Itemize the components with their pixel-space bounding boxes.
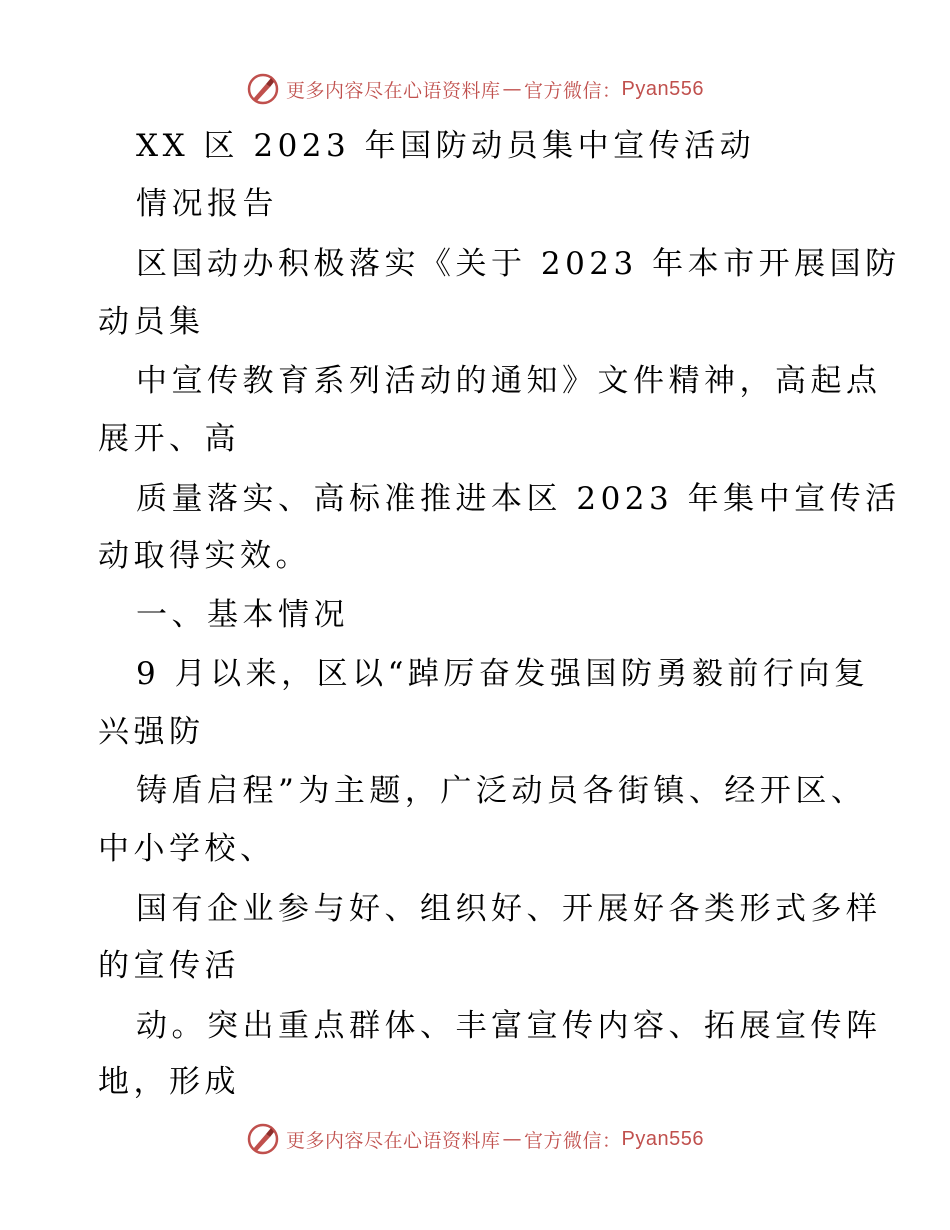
- banner-wechat-label: 官方微信：: [524, 1129, 622, 1152]
- banner-text: 更多内容尽在心语资料库: [286, 1129, 501, 1152]
- pen-logo-icon: [246, 1122, 280, 1156]
- paragraph-line: 区国动办积极落实《关于 2023 年本市开展国防: [136, 246, 901, 282]
- banner-dash: —: [502, 1128, 523, 1150]
- paragraph-line: 动员集: [98, 304, 205, 340]
- document-title-line-1: XX 区 2023 年国防动员集中宣传活动: [136, 128, 756, 164]
- paragraph-line: 铸盾启程”为主题，广泛动员各街镇、经开区、: [136, 773, 867, 809]
- paragraph-line: 兴强防: [98, 714, 205, 750]
- paragraph-line: 9 月以来，区以“踔厉奋发强国防勇毅前行向复: [136, 656, 870, 692]
- paragraph-line: 地，形成: [98, 1064, 240, 1100]
- paragraph-line: 中宣传教育系列活动的通知》文件精神，高起点: [136, 363, 882, 399]
- paragraph-line: 展开、高: [98, 421, 240, 457]
- document-title-line-2: 情况报告: [136, 186, 278, 222]
- watermark-banner-bottom: [0, 1122, 950, 1156]
- paragraph-line: 动取得实效。: [98, 538, 311, 574]
- paragraph-line: 的宣传活: [98, 948, 240, 984]
- section-heading: 一、基本情况: [136, 597, 349, 633]
- banner-dash: —: [502, 78, 523, 100]
- paragraph-line: 中小学校、: [98, 831, 276, 867]
- banner-text: 更多内容尽在心语资料库: [286, 79, 501, 102]
- banner-wechat-id: Pyan556: [621, 1127, 704, 1150]
- banner-wechat-label: 官方微信：: [524, 79, 622, 102]
- banner-wechat-id: Pyan556: [621, 77, 704, 100]
- pen-logo-icon: [246, 72, 280, 106]
- paragraph-line: 动。突出重点群体、丰富宣传内容、拓展宣传阵: [136, 1008, 882, 1044]
- paragraph-line: 国有企业参与好、组织好、开展好各类形式多样: [136, 891, 882, 927]
- watermark-banner-top: [0, 72, 950, 106]
- paragraph-line: 质量落实、高标准推进本区 2023 年集中宣传活: [136, 481, 901, 517]
